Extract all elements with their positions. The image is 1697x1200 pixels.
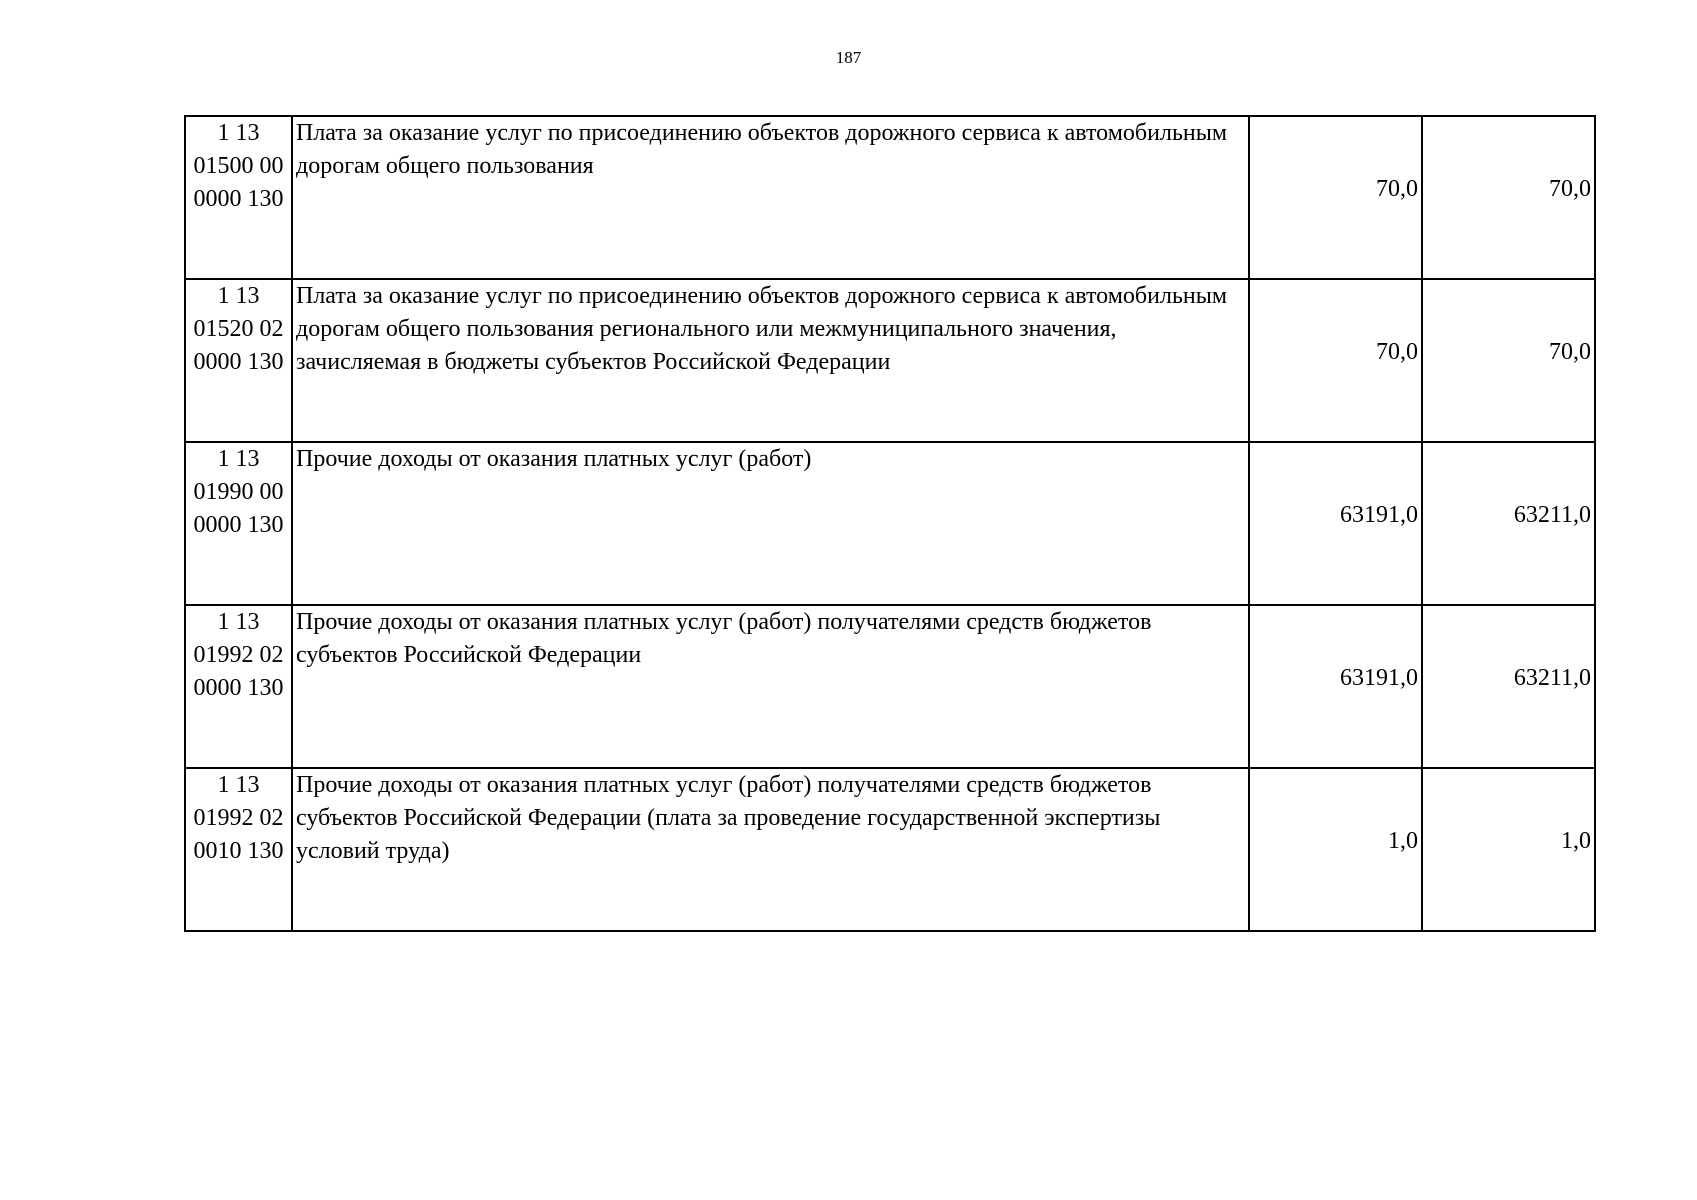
value-cell-2	[1422, 116, 1595, 279]
code-cell	[185, 768, 292, 931]
code-cell	[185, 116, 292, 279]
code-line: 1 13	[217, 283, 260, 309]
code-line: 0010 130	[193, 838, 284, 864]
value-cell-1	[1249, 279, 1422, 442]
table-row	[185, 279, 1595, 442]
code-line: 1 13	[217, 772, 260, 798]
description-cell: Прочие доходы от оказания платных услуг (работ)	[292, 442, 1249, 605]
code-line: 01992 02	[193, 805, 284, 831]
table-row	[185, 768, 1595, 931]
value-2: 63211,0	[1513, 502, 1591, 528]
description-cell: Прочие доходы от оказания платных услуг (работ) получателями средств бюджетов субъектов Российской Федерации (плата за проведение государственной экспертизы условий труда)	[292, 768, 1249, 931]
value-2: 70,0	[1549, 339, 1591, 365]
code-line: 1 13	[217, 609, 260, 635]
code-line: 01520 02	[193, 316, 284, 342]
page-number: 187	[835, 48, 862, 67]
value-1: 70,0	[1376, 176, 1418, 202]
value-1: 1,0	[1388, 828, 1418, 854]
code-line: 01992 02	[193, 642, 284, 668]
value-cell-2	[1422, 605, 1595, 768]
code-cell	[185, 442, 292, 605]
value-cell-2	[1422, 768, 1595, 931]
value-2: 70,0	[1549, 176, 1591, 202]
description-cell: Плата за оказание услуг по присоединению объектов дорожного сервиса к автомобильным дорогам общего пользования	[292, 116, 1249, 279]
value-1: 63191,0	[1340, 502, 1418, 528]
code-cell	[185, 279, 292, 442]
code-line: 0000 130	[193, 349, 284, 375]
table-row	[185, 605, 1595, 768]
value-cell-1	[1249, 768, 1422, 931]
description-cell: Плата за оказание услуг по присоединению объектов дорожного сервиса к автомобильным дорогам общего пользования регионального или межмуниципального значения, зачисляемая в бюджеты субъектов Российской Федерации	[292, 279, 1249, 442]
code-line: 1 13	[217, 446, 260, 472]
value-cell-1	[1249, 442, 1422, 605]
code-line: 01500 00	[193, 153, 284, 179]
code-line: 01990 00	[193, 479, 284, 505]
value-cell-2	[1422, 442, 1595, 605]
code-line: 0000 130	[193, 186, 284, 212]
code-cell	[185, 605, 292, 768]
value-cell-1	[1249, 116, 1422, 279]
revenue-table	[184, 115, 1596, 932]
table-row	[185, 442, 1595, 605]
value-2: 63211,0	[1513, 665, 1591, 691]
table-row	[185, 116, 1595, 279]
code-line: 0000 130	[193, 512, 284, 538]
value-1: 63191,0	[1340, 665, 1418, 691]
value-cell-1	[1249, 605, 1422, 768]
description-cell: Прочие доходы от оказания платных услуг (работ) получателями средств бюджетов субъектов Российской Федерации	[292, 605, 1249, 768]
code-line: 1 13	[217, 120, 260, 146]
value-cell-2	[1422, 279, 1595, 442]
code-line: 0000 130	[193, 675, 284, 701]
value-2: 1,0	[1561, 828, 1591, 854]
value-1: 70,0	[1376, 339, 1418, 365]
